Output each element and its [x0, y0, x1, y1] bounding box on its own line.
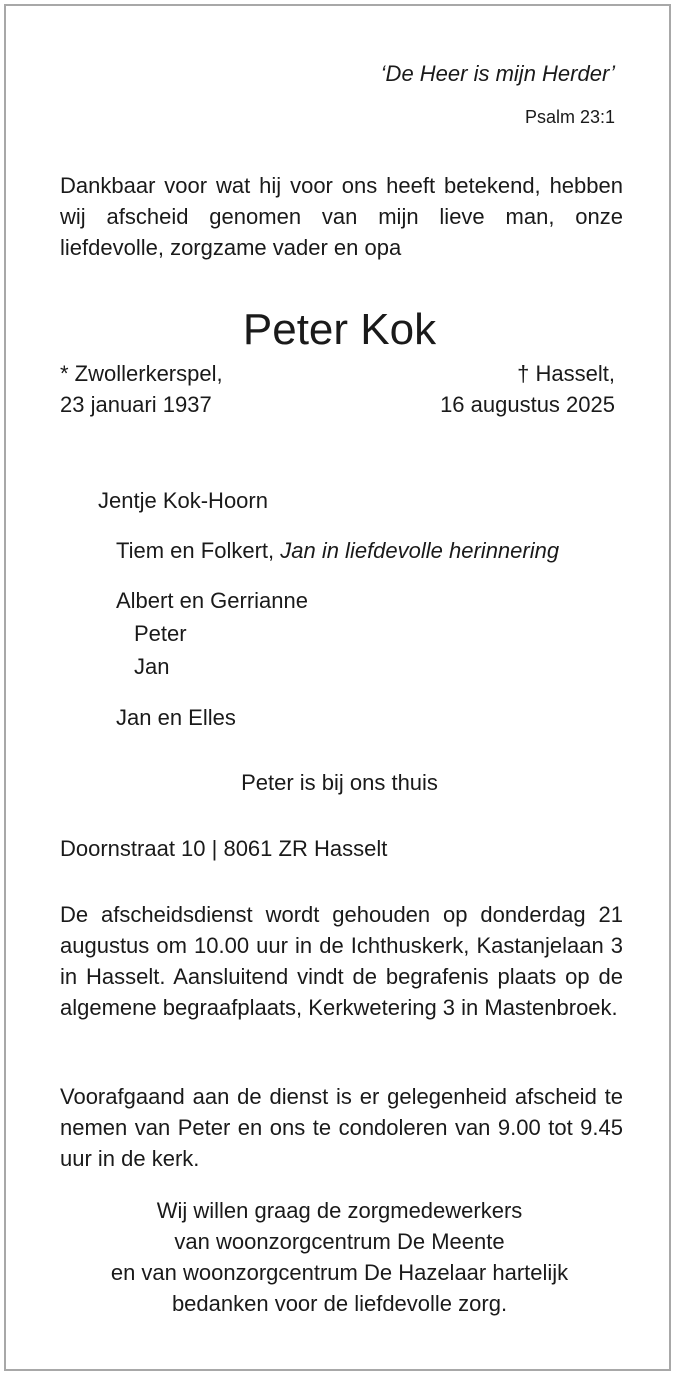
- birth-info: [60, 358, 223, 420]
- intro-text: Dankbaar voor wat hij voor ons heeft betekend, hebben wij afscheid genomen van mijn lieve man, onze liefdevolle, zorgzame vader en opa: [60, 173, 623, 260]
- family-child-3: Jan en Elles: [116, 705, 236, 730]
- family-child-1-memory: Jan in liefdevolle herinnering: [280, 538, 560, 563]
- service-details: De afscheidsdienst wordt gehouden op donderdag 21 augustus om 10.00 uur in de Ichthuskerk, Kastanjelaan 3 in Hasselt. Aansluitend vindt de begrafenis plaats op de algemene begraafplaats, Kerkwetering 3 in Mastenbroek.: [60, 902, 623, 1020]
- family-child-2: Albert en Gerrianne: [116, 588, 308, 613]
- obituary-card: [4, 4, 671, 1371]
- family-grandchild-2: Jan: [134, 654, 170, 679]
- deceased-name: Peter Kok: [242, 305, 437, 354]
- family-spouse: Jentje Kok-Hoorn: [98, 488, 268, 513]
- home-address: Doornstraat 10 | 8061 ZR Hasselt: [60, 836, 388, 861]
- home-notice: Peter is bij ons thuis: [241, 770, 438, 795]
- family-child-1-names: Tiem en Folkert,: [116, 538, 281, 563]
- thanks-line-4: bedanken voor de liefdevolle zorg.: [171, 1291, 508, 1316]
- death-info: [440, 358, 615, 420]
- death-date: 16 augustus 2025: [440, 392, 615, 417]
- thanks-line-2: van woonzorgcentrum De Meente: [174, 1229, 505, 1254]
- thanks-line-3: en van woonzorgcentrum De Hazelaar hartelijk: [110, 1260, 569, 1285]
- family-grandchild-1: Peter: [134, 621, 187, 646]
- family-child-1: [116, 535, 559, 566]
- visitation-details: Voorafgaand aan de dienst is er gelegenheid afscheid te nemen van Peter en ons te condoleren van 9.00 tot 9.45 uur in de kerk.: [60, 1084, 623, 1171]
- birth-place: * Zwollerkerspel,: [60, 361, 223, 386]
- birth-date: 23 januari 1937: [60, 392, 212, 417]
- psalm-quote: ‘De Heer is mijn Herder’: [380, 61, 615, 86]
- thanks-line-1: Wij willen graag de zorgmedewerkers: [156, 1198, 523, 1223]
- death-place: † Hasselt,: [517, 361, 615, 386]
- psalm-reference: Psalm 23:1: [524, 107, 615, 127]
- thanks-message: [6, 1195, 673, 1319]
